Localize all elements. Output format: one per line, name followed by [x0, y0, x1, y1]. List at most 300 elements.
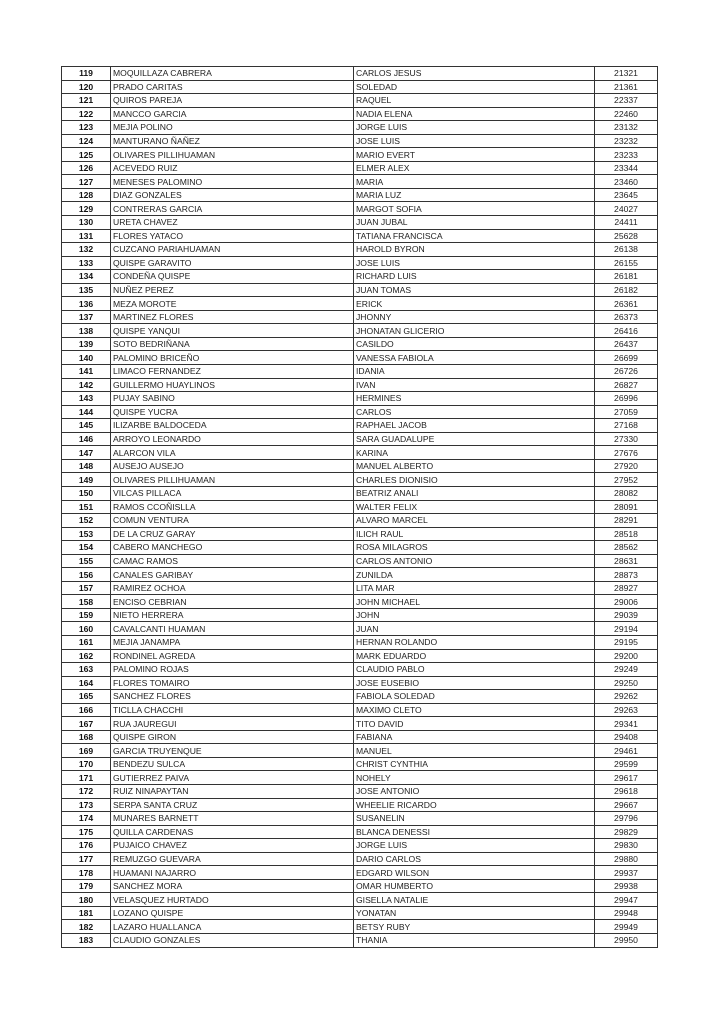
first-name-cell: RAPHAEL JACOB: [354, 419, 595, 433]
row-number-cell: 181: [62, 906, 111, 920]
last-name-cell: BENDEZU SULCA: [111, 757, 354, 771]
roster-table-body: [62, 67, 658, 948]
table-row: [62, 920, 658, 934]
row-number-cell: 166: [62, 703, 111, 717]
code-cell: 29937: [595, 866, 658, 880]
table-row: [62, 459, 658, 473]
code-cell: 29829: [595, 825, 658, 839]
first-name-cell: HAROLD BYRON: [354, 243, 595, 257]
first-name-cell: ALVARO MARCEL: [354, 514, 595, 528]
last-name-cell: MOQUILLAZA CABRERA: [111, 67, 354, 81]
table-row: [62, 676, 658, 690]
table-row: [62, 812, 658, 826]
table-row: [62, 283, 658, 297]
table-row: [62, 866, 658, 880]
last-name-cell: MENESES PALOMINO: [111, 175, 354, 189]
code-cell: 21361: [595, 80, 658, 94]
table-row: [62, 730, 658, 744]
row-number-cell: 136: [62, 297, 111, 311]
row-number-cell: 171: [62, 771, 111, 785]
first-name-cell: WALTER FELIX: [354, 500, 595, 514]
code-cell: 29796: [595, 812, 658, 826]
table-row: [62, 852, 658, 866]
row-number-cell: 156: [62, 568, 111, 582]
last-name-cell: CABERO MANCHEGO: [111, 541, 354, 555]
first-name-cell: JOSE EUSEBIO: [354, 676, 595, 690]
roster-table: [61, 66, 658, 948]
code-cell: 27920: [595, 459, 658, 473]
first-name-cell: OMAR HUMBERTO: [354, 879, 595, 893]
last-name-cell: SANCHEZ MORA: [111, 879, 354, 893]
first-name-cell: BETSY RUBY: [354, 920, 595, 934]
first-name-cell: CASILDO: [354, 337, 595, 351]
code-cell: 27952: [595, 473, 658, 487]
row-number-cell: 125: [62, 148, 111, 162]
last-name-cell: OLIVARES PILLIHUAMAN: [111, 148, 354, 162]
last-name-cell: CAVALCANTI HUAMAN: [111, 622, 354, 636]
table-row: [62, 649, 658, 663]
first-name-cell: CLAUDIO PABLO: [354, 663, 595, 677]
last-name-cell: QUISPE GARAVITO: [111, 256, 354, 270]
first-name-cell: JHONATAN GLICERIO: [354, 324, 595, 338]
first-name-cell: HERMINES: [354, 392, 595, 406]
code-cell: 27059: [595, 405, 658, 419]
table-row: [62, 771, 658, 785]
first-name-cell: TITO DAVID: [354, 717, 595, 731]
code-cell: 29194: [595, 622, 658, 636]
last-name-cell: RUIZ NINAPAYTAN: [111, 784, 354, 798]
last-name-cell: ACEVEDO RUIZ: [111, 161, 354, 175]
table-row: [62, 608, 658, 622]
last-name-cell: PALOMINO BRICEÑO: [111, 351, 354, 365]
table-row: [62, 243, 658, 257]
table-row: [62, 310, 658, 324]
first-name-cell: WHEELIE RICARDO: [354, 798, 595, 812]
table-row: [62, 405, 658, 419]
last-name-cell: ENCISO CEBRIAN: [111, 595, 354, 609]
last-name-cell: URETA CHAVEZ: [111, 216, 354, 230]
last-name-cell: MANCCO GARCIA: [111, 107, 354, 121]
code-cell: 27168: [595, 419, 658, 433]
row-number-cell: 152: [62, 514, 111, 528]
table-row: [62, 568, 658, 582]
code-cell: 29006: [595, 595, 658, 609]
first-name-cell: ELMER ALEX: [354, 161, 595, 175]
code-cell: 29461: [595, 744, 658, 758]
code-cell: 29263: [595, 703, 658, 717]
row-number-cell: 168: [62, 730, 111, 744]
code-cell: 24411: [595, 216, 658, 230]
last-name-cell: COMUN VENTURA: [111, 514, 354, 528]
row-number-cell: 154: [62, 541, 111, 555]
first-name-cell: MARIO EVERT: [354, 148, 595, 162]
first-name-cell: RAQUEL: [354, 94, 595, 108]
first-name-cell: JHONNY: [354, 310, 595, 324]
code-cell: 28873: [595, 568, 658, 582]
code-cell: 23344: [595, 161, 658, 175]
first-name-cell: JORGE LUIS: [354, 121, 595, 135]
first-name-cell: ILICH RAUL: [354, 527, 595, 541]
code-cell: 29667: [595, 798, 658, 812]
last-name-cell: MEJIA JANAMPA: [111, 635, 354, 649]
row-number-cell: 128: [62, 188, 111, 202]
row-number-cell: 140: [62, 351, 111, 365]
code-cell: 23460: [595, 175, 658, 189]
table-row: [62, 595, 658, 609]
first-name-cell: MANUEL: [354, 744, 595, 758]
first-name-cell: YONATAN: [354, 906, 595, 920]
row-number-cell: 164: [62, 676, 111, 690]
row-number-cell: 182: [62, 920, 111, 934]
code-cell: 27676: [595, 446, 658, 460]
first-name-cell: CARLOS JESUS: [354, 67, 595, 81]
last-name-cell: MEJIA POLINO: [111, 121, 354, 135]
first-name-cell: RICHARD LUIS: [354, 270, 595, 284]
row-number-cell: 144: [62, 405, 111, 419]
table-row: [62, 500, 658, 514]
row-number-cell: 147: [62, 446, 111, 460]
first-name-cell: MARIA LUZ: [354, 188, 595, 202]
last-name-cell: QUISPE YANQUI: [111, 324, 354, 338]
table-row: [62, 324, 658, 338]
table-row: [62, 351, 658, 365]
row-number-cell: 134: [62, 270, 111, 284]
code-cell: 26155: [595, 256, 658, 270]
row-number-cell: 119: [62, 67, 111, 81]
code-cell: 28291: [595, 514, 658, 528]
first-name-cell: MARGOT SOFIA: [354, 202, 595, 216]
table-row: [62, 378, 658, 392]
row-number-cell: 155: [62, 554, 111, 568]
code-cell: 29195: [595, 635, 658, 649]
code-cell: 29617: [595, 771, 658, 785]
table-row: [62, 94, 658, 108]
table-row: [62, 622, 658, 636]
first-name-cell: JOSE LUIS: [354, 256, 595, 270]
first-name-cell: FABIANA: [354, 730, 595, 744]
last-name-cell: CUZCANO PARIAHUAMAN: [111, 243, 354, 257]
row-number-cell: 162: [62, 649, 111, 663]
table-row: [62, 554, 658, 568]
row-number-cell: 131: [62, 229, 111, 243]
last-name-cell: MANTURANO ÑAÑEZ: [111, 134, 354, 148]
row-number-cell: 133: [62, 256, 111, 270]
row-number-cell: 175: [62, 825, 111, 839]
table-row: [62, 839, 658, 853]
code-cell: 23233: [595, 148, 658, 162]
last-name-cell: PUJAY SABINO: [111, 392, 354, 406]
first-name-cell: CHARLES DIONISIO: [354, 473, 595, 487]
table-row: [62, 798, 658, 812]
last-name-cell: MEZA MOROTE: [111, 297, 354, 311]
last-name-cell: QUILLA CARDENAS: [111, 825, 354, 839]
last-name-cell: FLORES YATACO: [111, 229, 354, 243]
last-name-cell: REMUZGO GUEVARA: [111, 852, 354, 866]
first-name-cell: BEATRIZ ANALI: [354, 486, 595, 500]
code-cell: 29950: [595, 934, 658, 948]
last-name-cell: ALARCON VILA: [111, 446, 354, 460]
first-name-cell: MARIA: [354, 175, 595, 189]
row-number-cell: 158: [62, 595, 111, 609]
first-name-cell: MARK EDUARDO: [354, 649, 595, 663]
table-row: [62, 663, 658, 677]
code-cell: 26827: [595, 378, 658, 392]
code-cell: 29250: [595, 676, 658, 690]
first-name-cell: MAXIMO CLETO: [354, 703, 595, 717]
last-name-cell: GUILLERMO HUAYLINOS: [111, 378, 354, 392]
table-row: [62, 229, 658, 243]
last-name-cell: DIAZ GONZALES: [111, 188, 354, 202]
first-name-cell: EDGARD WILSON: [354, 866, 595, 880]
table-row: [62, 270, 658, 284]
code-cell: 28927: [595, 581, 658, 595]
first-name-cell: SUSANELIN: [354, 812, 595, 826]
table-row: [62, 121, 658, 135]
first-name-cell: SOLEDAD: [354, 80, 595, 94]
code-cell: 23645: [595, 188, 658, 202]
code-cell: 26699: [595, 351, 658, 365]
table-row: [62, 392, 658, 406]
code-cell: 29200: [595, 649, 658, 663]
row-number-cell: 167: [62, 717, 111, 731]
table-row: [62, 906, 658, 920]
last-name-cell: SOTO BEDRIÑANA: [111, 337, 354, 351]
first-name-cell: HERNAN ROLANDO: [354, 635, 595, 649]
code-cell: 28082: [595, 486, 658, 500]
row-number-cell: 141: [62, 365, 111, 379]
first-name-cell: ZUNILDA: [354, 568, 595, 582]
first-name-cell: JUAN: [354, 622, 595, 636]
table-row: [62, 134, 658, 148]
last-name-cell: DE LA CRUZ GARAY: [111, 527, 354, 541]
row-number-cell: 157: [62, 581, 111, 595]
last-name-cell: RAMOS CCOÑISLLA: [111, 500, 354, 514]
row-number-cell: 150: [62, 486, 111, 500]
table-row: [62, 256, 658, 270]
code-cell: 28562: [595, 541, 658, 555]
row-number-cell: 174: [62, 812, 111, 826]
code-cell: 26373: [595, 310, 658, 324]
last-name-cell: CLAUDIO GONZALES: [111, 934, 354, 948]
last-name-cell: TICLLA CHACCHI: [111, 703, 354, 717]
first-name-cell: FABIOLA SOLEDAD: [354, 690, 595, 704]
last-name-cell: QUIROS PAREJA: [111, 94, 354, 108]
row-number-cell: 129: [62, 202, 111, 216]
code-cell: 26138: [595, 243, 658, 257]
row-number-cell: 142: [62, 378, 111, 392]
first-name-cell: CHRIST CYNTHIA: [354, 757, 595, 771]
row-number-cell: 121: [62, 94, 111, 108]
code-cell: 29947: [595, 893, 658, 907]
first-name-cell: GISELLA NATALIE: [354, 893, 595, 907]
code-cell: 29039: [595, 608, 658, 622]
row-number-cell: 183: [62, 934, 111, 948]
table-row: [62, 893, 658, 907]
row-number-cell: 137: [62, 310, 111, 324]
table-row: [62, 744, 658, 758]
first-name-cell: TATIANA FRANCISCA: [354, 229, 595, 243]
code-cell: 29948: [595, 906, 658, 920]
code-cell: 27330: [595, 432, 658, 446]
row-number-cell: 163: [62, 663, 111, 677]
first-name-cell: NADIA ELENA: [354, 107, 595, 121]
last-name-cell: RONDINEL AGREDA: [111, 649, 354, 663]
last-name-cell: CONTRERAS GARCIA: [111, 202, 354, 216]
row-number-cell: 151: [62, 500, 111, 514]
code-cell: 29830: [595, 839, 658, 853]
table-row: [62, 541, 658, 555]
last-name-cell: OLIVARES PILLIHUAMAN: [111, 473, 354, 487]
first-name-cell: SARA GUADALUPE: [354, 432, 595, 446]
table-row: [62, 581, 658, 595]
row-number-cell: 149: [62, 473, 111, 487]
table-row: [62, 216, 658, 230]
last-name-cell: LAZARO HUALLANCA: [111, 920, 354, 934]
table-row: [62, 757, 658, 771]
code-cell: 26361: [595, 297, 658, 311]
last-name-cell: PRADO CARITAS: [111, 80, 354, 94]
row-number-cell: 159: [62, 608, 111, 622]
code-cell: 23132: [595, 121, 658, 135]
row-number-cell: 153: [62, 527, 111, 541]
table-row: [62, 635, 658, 649]
row-number-cell: 176: [62, 839, 111, 853]
table-row: [62, 784, 658, 798]
table-row: [62, 446, 658, 460]
last-name-cell: SANCHEZ FLORES: [111, 690, 354, 704]
last-name-cell: MUNARES BARNETT: [111, 812, 354, 826]
row-number-cell: 122: [62, 107, 111, 121]
row-number-cell: 123: [62, 121, 111, 135]
table-row: [62, 527, 658, 541]
code-cell: 26437: [595, 337, 658, 351]
table-row: [62, 690, 658, 704]
last-name-cell: VILCAS PILLACA: [111, 486, 354, 500]
first-name-cell: JOHN: [354, 608, 595, 622]
first-name-cell: CARLOS ANTONIO: [354, 554, 595, 568]
table-row: [62, 80, 658, 94]
last-name-cell: LOZANO QUISPE: [111, 906, 354, 920]
last-name-cell: MARTINEZ FLORES: [111, 310, 354, 324]
first-name-cell: KARINA: [354, 446, 595, 460]
code-cell: 25628: [595, 229, 658, 243]
code-cell: 29599: [595, 757, 658, 771]
code-cell: 26416: [595, 324, 658, 338]
code-cell: 22337: [595, 94, 658, 108]
table-row: [62, 879, 658, 893]
row-number-cell: 146: [62, 432, 111, 446]
row-number-cell: 124: [62, 134, 111, 148]
code-cell: 28091: [595, 500, 658, 514]
last-name-cell: PUJAICO CHAVEZ: [111, 839, 354, 853]
row-number-cell: 148: [62, 459, 111, 473]
last-name-cell: FLORES TOMAIRO: [111, 676, 354, 690]
code-cell: 29618: [595, 784, 658, 798]
table-row: [62, 365, 658, 379]
code-cell: 21321: [595, 67, 658, 81]
row-number-cell: 177: [62, 852, 111, 866]
last-name-cell: AUSEJO AUSEJO: [111, 459, 354, 473]
first-name-cell: DARIO CARLOS: [354, 852, 595, 866]
code-cell: 29408: [595, 730, 658, 744]
code-cell: 28518: [595, 527, 658, 541]
last-name-cell: NIETO HERRERA: [111, 608, 354, 622]
row-number-cell: 160: [62, 622, 111, 636]
table-row: [62, 432, 658, 446]
first-name-cell: ERICK: [354, 297, 595, 311]
first-name-cell: JUAN JUBAL: [354, 216, 595, 230]
table-row: [62, 161, 658, 175]
last-name-cell: CONDEÑA QUISPE: [111, 270, 354, 284]
first-name-cell: VANESSA FABIOLA: [354, 351, 595, 365]
last-name-cell: LIMACO FERNANDEZ: [111, 365, 354, 379]
first-name-cell: MANUEL ALBERTO: [354, 459, 595, 473]
code-cell: 29949: [595, 920, 658, 934]
row-number-cell: 126: [62, 161, 111, 175]
first-name-cell: IVAN: [354, 378, 595, 392]
code-cell: 22460: [595, 107, 658, 121]
table-row: [62, 717, 658, 731]
first-name-cell: ROSA MILAGROS: [354, 541, 595, 555]
code-cell: 29938: [595, 879, 658, 893]
table-row: [62, 148, 658, 162]
first-name-cell: NOHELY: [354, 771, 595, 785]
code-cell: 29880: [595, 852, 658, 866]
row-number-cell: 143: [62, 392, 111, 406]
row-number-cell: 161: [62, 635, 111, 649]
row-number-cell: 130: [62, 216, 111, 230]
last-name-cell: VELASQUEZ HURTADO: [111, 893, 354, 907]
row-number-cell: 138: [62, 324, 111, 338]
table-row: [62, 337, 658, 351]
last-name-cell: RUA JAUREGUI: [111, 717, 354, 731]
last-name-cell: SERPA SANTA CRUZ: [111, 798, 354, 812]
first-name-cell: LITA MAR: [354, 581, 595, 595]
first-name-cell: THANIA: [354, 934, 595, 948]
code-cell: 29262: [595, 690, 658, 704]
row-number-cell: 127: [62, 175, 111, 189]
code-cell: 24027: [595, 202, 658, 216]
row-number-cell: 132: [62, 243, 111, 257]
code-cell: 23232: [595, 134, 658, 148]
last-name-cell: RAMIREZ OCHOA: [111, 581, 354, 595]
table-row: [62, 202, 658, 216]
last-name-cell: QUISPE GIRON: [111, 730, 354, 744]
table-row: [62, 473, 658, 487]
first-name-cell: IDANIA: [354, 365, 595, 379]
last-name-cell: CANALES GARIBAY: [111, 568, 354, 582]
table-row: [62, 825, 658, 839]
first-name-cell: JOHN MICHAEL: [354, 595, 595, 609]
row-number-cell: 178: [62, 866, 111, 880]
first-name-cell: CARLOS: [354, 405, 595, 419]
last-name-cell: ARROYO LEONARDO: [111, 432, 354, 446]
last-name-cell: ILIZARBE BALDOCEDA: [111, 419, 354, 433]
row-number-cell: 165: [62, 690, 111, 704]
row-number-cell: 145: [62, 419, 111, 433]
last-name-cell: GUTIERREZ PAIVA: [111, 771, 354, 785]
last-name-cell: QUISPE YUCRA: [111, 405, 354, 419]
table-row: [62, 67, 658, 81]
table-row: [62, 486, 658, 500]
last-name-cell: NUÑEZ PEREZ: [111, 283, 354, 297]
code-cell: 29249: [595, 663, 658, 677]
table-row: [62, 107, 658, 121]
first-name-cell: JOSE ANTONIO: [354, 784, 595, 798]
row-number-cell: 172: [62, 784, 111, 798]
row-number-cell: 120: [62, 80, 111, 94]
row-number-cell: 139: [62, 337, 111, 351]
